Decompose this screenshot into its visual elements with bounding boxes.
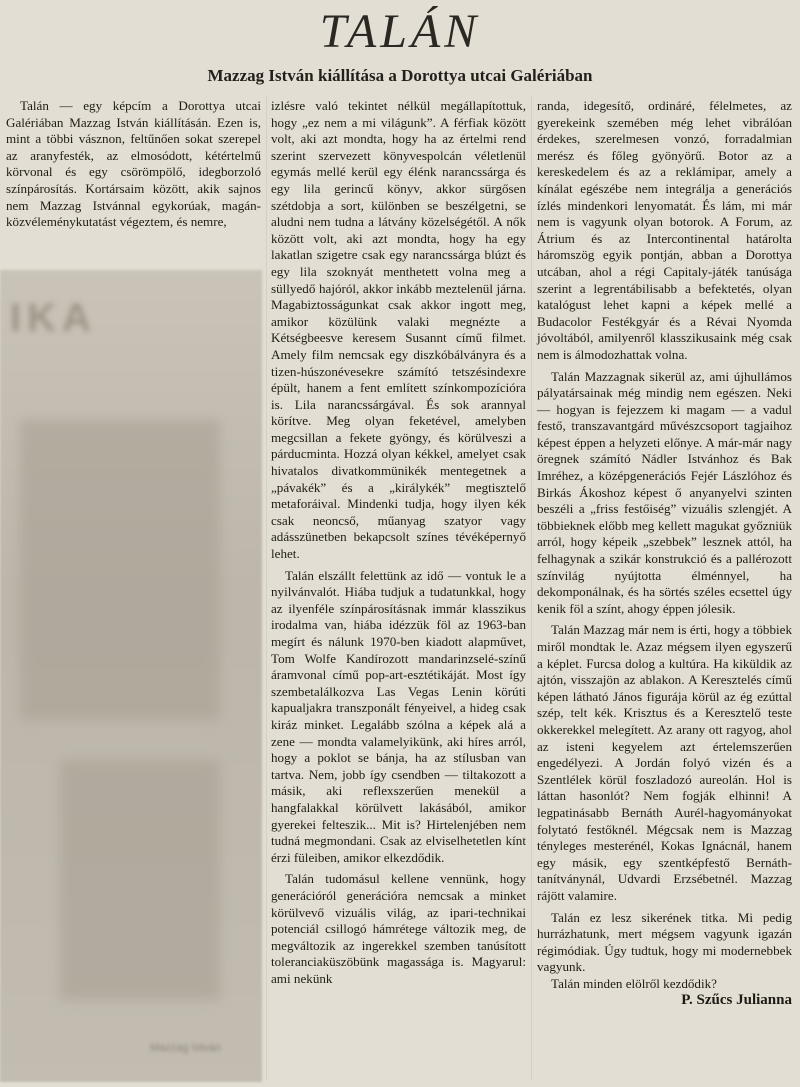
column-gutter — [266, 96, 267, 1081]
article-title: TALÁN — [319, 5, 481, 58]
article-column-2 — [271, 98, 526, 987]
article-paragraph: izlésre való tekintet nélkül megállapítottuk, hogy „ez nem a mi világunk”. A férfiak között volt, aki azt mondta, hogy ha az értelmi rend szerint szervezett könyvespolcán véletlenül egymás mellé kerül egy élénk narancssárga és egy lila gerincű könyv, akkor sürgősen szétdobja a sort, különben se beszélgetni, se aludni nem tudna a látvány közelségétől. A nők között volt, aki azt mondta, hogy ha egy lakatlan szigetre csak egy narancssárga blúzt és egy lila szoknyát menthetett volna meg a süllyedő hajóról, akkor inkább meztelenül járna. Magabiztosságunkat csak akkor ingott meg, amikor közülünk valaki megnézte a Kétségbeesve keresem Susannt című filmet. Amely film nemcsak egy diszkóbálványra és a tizen-húszonévesekre számító tetszésindexre épült, hanem a fent említett színkompozícióra is. Lila narancssárgával. És sok arannyal körítve. Meg olyan feketével, amelyben megcsillan a fekete gyöngy, és körülveszi a párducminta. Hozzá olyan kékkel, amelyet csak hivatalos divatkommünikék mentegetnek a „pávakék” és a „királykék” megtisztelő metaforáival. Mindenki tudja, hogy ilyen kék csak neoncső, műanyag szatyor vagy adásszünetben bekapcsolt színes tévéképernyő lehet. — [271, 98, 526, 562]
article-column-1 — [6, 98, 261, 231]
faded-photo-shape — [60, 760, 220, 1000]
article-paragraph: Talán — egy képcím a Dorottya utcai Galériában Mazzag István kiállításán. Ezen is, mint a többi vásznon, feltűnően sokat szerepel az aranyfesték, az elmosódott, kétértelmű körvonal és egy csörömpölő, idegborzoló színpárosítás. Kortársaim között, akik sajnos nem Mazzag Istvánnal egykorúak, magán-közvéleménykutatást végeztem, és nemre, — [6, 98, 261, 230]
article-paragraph: Talán tudomásul kellene vennünk, hogy generációról generációra nemcsak a minket körülvevő vizuális világ, az ipari-technikai potenciál csillogó hámrétege változik meg, de megváltozik az ingerekkel szemben tanúsított toleranciaküszöbünk magassága is. Magyarul: ami nekünk — [271, 871, 526, 986]
article-paragraph: Talán minden elölről kezdődik? — [551, 975, 717, 991]
faded-photo-shape — [20, 420, 220, 720]
article-paragraph: Talán ez lesz sikerének titka. Mi pedig hurrázhatunk, mert mégsem vagyunk igazán régimódiak. Úgy tudtuk, hogy mi modernebbek vagyunk. — [537, 909, 792, 975]
article-paragraph: Talán elszállt felettünk az idő — vontuk le a nyilvánvalót. Hiába tudjuk a tudatunkkal, hogy az ilyenféle színpárosításnak immár klasszikus irodalma van, hiába idézzük föl az 1963-ban megírt és nálunk 1970-ben kiadott alapművet, Tom Wolfe Kandírozott mandarinzselé-színű áramvonal című pop-art-esztétikáját. Most így szembetalálkozva Las Vegas Lenin körúti kapualjakra transzponált fényeivel, a hideg csak kiráz minket. Legalább szólna a képek alá a zene — mondta valamelyikünk, aki híres arról, hogy a poklot se bánja, ha az stílusban van tartva. Nem, jobb így csendben — tiltakozott a másik, aki reflexszerűen menekül a hangfalakkal körülvett lakásából, amikor gyerekei felteszik... Mit is? Hirtelenjében nem tudná megmondani. Csak az elviselhetetlen kínt érzi füleiben, amikor elkezdődik. — [271, 567, 526, 865]
faded-photo-text: IKA — [10, 296, 97, 340]
article-paragraph: Talán Mazzagnak sikerül az, ami újhullámos pályatársainak még mindig nem egészen. Neki — hogyan is fejezzem ki magam — a vadul festő, transzavantgárd művészcsoport tagjaihoz képest éppen a helyzeti előnye. A már-már nagy öregnek számító Nádler Istvánhoz és Bak Imréhez, a középgenerációs Fejér Lászlóhoz és Birkás Ákoshoz képest ő anyanyelvi szinten beszéli a „friss festőiség” vizuális szlengjét. A többieknek előbb meg kellett magukat győzniük arról, hogy képeik „szebbek” lesznek attól, ha felhagynak a szikár konstrukció és a pallérozott színvilág nyújtotta élménnyel, ha dekomponálnak, és ha sörtés széles ecsettel úgy kenik föl a színt, ahogy éppen jólesik. — [537, 368, 792, 616]
article-paragraph: randa, idegesítő, ordináré, félelmetes, az gyerekeink szemében még lehet vibrálóan érdekes, szerelmesen vonzó, forradalmian merész és főleg gyönyörű. Botor az a kereskedelem és az a reklámipar, amely a kínálat egészébe nem integrálja a generációs ízlés mindenkori lenyomatát. És lám, mi már nem is vagyunk olyan botorok. A Forum, az Átrium és az Intercontinental határolta háromszög egyik pontján, abban a Dorottya utcában, ahol a régi Capitaly-játék tanúsága szerint a legrentábilisabb a befektetés, olyan katalógust lehet kapni a képek mellé a Budacolor Festékgyár és a Révai Nyomda jóvoltából, amilyenről klasszikusaink még csak nem is álmodozhattak volna. — [537, 98, 792, 362]
article-subtitle: Mazzag István kiállítása a Dorottya utcai Galériában — [207, 66, 593, 85]
article-paragraph: Talán Mazzag már nem is érti, hogy a többiek miről mondtak le. Azaz mégsem ilyen egyszerű a képlet. Furcsa dolog a kultúra. Ha kiküldik az ajtón, visszajön az ablakon. A Keresztelés című képen látható János figurája körül az ég ezúttal szép, telt kék. Krisztus és a Keresztelő teste okkerekkel melegített. Az arany ott ragyog, ahol az isteni kegyelem azt értelemszerűen engedélyezi. A Jordán folyó vizén és a Szentlélek körül foszladozó aureolán. Hol is láttan hasonlót? Nem fogják elhinni! A legpatinásabb Bernáth Aurél-hagyományokat folytató festőknél. Mégcsak nem is Mazzag tényleges mesterénél, Kokas Ignácnál, hanem egy másik, egy szentképfestő Bernáth-tanítványnál, Udvardi Erzsébetnél. Mazzag rájött valamire. — [537, 622, 792, 903]
photo-caption: Mazzag István — [150, 1042, 221, 1054]
column-gutter — [531, 96, 532, 1081]
article-byline: P. Szűcs Julianna — [681, 992, 792, 1009]
article-column-3 — [537, 98, 792, 1009]
